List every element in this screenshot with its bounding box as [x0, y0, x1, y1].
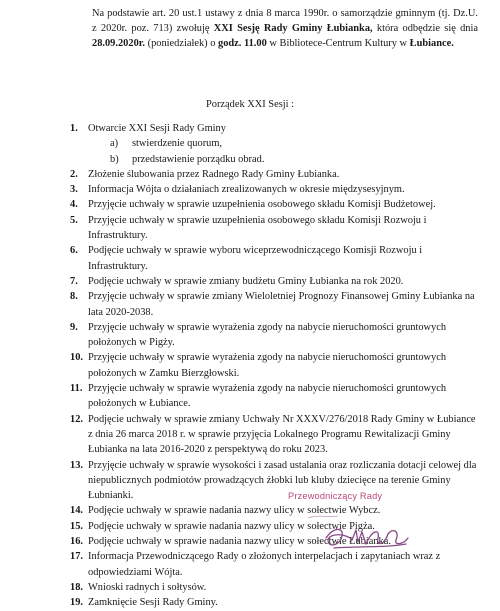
- agenda-item-number: 4.: [70, 199, 78, 211]
- agenda-item-number: 3.: [70, 184, 78, 196]
- agenda-item-12: [70, 412, 478, 458]
- subitem-letter: b): [110, 153, 119, 165]
- agenda-item-text: Przyjęcie uchwały w sprawie zmiany Wieloletniej Prognozy Finansowej Gminy Łubianka na lata 2020-2038.: [88, 291, 475, 318]
- agenda-item-4: [70, 197, 478, 212]
- agenda-item-6: [70, 243, 478, 274]
- subitem-text: stwierdzenie quorum,: [132, 138, 223, 150]
- agenda-item-text: Przyjęcie uchwały w sprawie wyrażenia zgody na nabycie nieruchomości gruntowych położonych w Łubiance.: [88, 383, 447, 410]
- intro-text-4: w Bibliotece-Centrum Kultury w: [266, 38, 410, 50]
- agenda-item-text: Informacja Przewodniczącego Rady o złożonych interpelacjach i zapytaniach wraz z odpowiedziami Wójta.: [88, 551, 441, 578]
- agenda-sublist: [110, 136, 478, 167]
- agenda-item-number: 10.: [70, 352, 83, 364]
- agenda-heading: Porządek XXI Sesji :: [205, 99, 295, 110]
- subitem-letter: a): [110, 138, 119, 150]
- subitem-text: przedstawienie porządku obrad.: [132, 153, 265, 165]
- agenda-item-text: Podjęcie uchwały w sprawie nadania nazwy ulicy w sołectwie Łubianka.: [88, 536, 391, 548]
- intro-text-2: która odbędzie się dnia: [372, 23, 478, 35]
- agenda-item-number: 16.: [70, 536, 83, 548]
- agenda-item-text: Złożenie ślubowania przez Radnego Rady Gminy Łubianka.: [88, 168, 340, 180]
- agenda-item-text: Podjęcie uchwały w sprawie wyboru wiceprzewodniczącego Komisji Rozwoju i Infrastruktury.: [88, 245, 423, 272]
- agenda-subitem-b: [110, 152, 478, 167]
- agenda-item-text: Przyjęcie uchwały w sprawie wysokości i zasad ustalania oraz rozliczania dotacji celowej dla niepublicznych podmiotów prowadzących żłobki lub kluby dziecięce na terenie Gminy Łubnianki.: [88, 459, 477, 502]
- agenda-item-8: [70, 289, 478, 320]
- agenda-item-text: Informacja Wójta o działaniach zrealizowanych w okresie międzysesyjnym.: [88, 184, 405, 196]
- agenda-item-number: 6.: [70, 245, 78, 257]
- agenda-item-text: Podjęcie uchwały w sprawie nadania nazwy ulicy w sołectwie Wybcz.: [88, 505, 381, 517]
- agenda-item-5: [70, 213, 478, 244]
- agenda-item-19: [70, 595, 478, 610]
- agenda-subitem-a: [110, 136, 478, 151]
- agenda-item-text: Zamknięcie Sesji Rady Gminy.: [88, 597, 218, 609]
- session-place: Łubiance.: [409, 38, 454, 50]
- agenda-item-2: [70, 167, 478, 182]
- agenda-item-text: Podjęcie uchwały w sprawie zmiany budżetu Gminy Łubianka na rok 2020.: [88, 275, 404, 287]
- agenda-item-number: 7.: [70, 275, 78, 287]
- agenda-item-text: Podjęcie uchwały w sprawie nadania nazwy ulicy w sołectwie Pigża.: [88, 520, 375, 532]
- agenda-item-number: 2.: [70, 168, 78, 180]
- agenda-item-number: 15.: [70, 520, 83, 532]
- agenda-item-number: 11.: [70, 383, 83, 395]
- agenda-item-number: 1.: [70, 123, 78, 134]
- agenda-item-number: 17.: [70, 551, 83, 563]
- agenda-item-number: 12.: [70, 413, 83, 425]
- agenda-item-3: [70, 182, 478, 197]
- agenda-item-7: [70, 274, 478, 289]
- agenda-item-11: [70, 381, 478, 412]
- agenda-item-text: Wnioski radnych i sołtysów.: [88, 581, 207, 593]
- agenda-item-text: Przyjęcie uchwały w sprawie wyrażenia zgody na nabycie nieruchomości gruntowych położonych w Pigży.: [88, 321, 447, 349]
- agenda-item-number: 13.: [70, 459, 83, 471]
- agenda-item-text: Przyjęcie uchwały w sprawie uzupełnienia osobowego składu Komisji Rozwoju i Infrastruktury.: [88, 214, 427, 242]
- agenda-item-1: [70, 121, 478, 167]
- convocation-paragraph: [92, 6, 478, 52]
- intro-text-1: Na podstawie art. 20 ust.1 ustawy z dnia 8 marca 1990r. o samorządzie gminnym (tj. Dz.U. z 2020r. poz. 713) zwołuję: [92, 8, 478, 35]
- session-name: XXI Sesję Rady Gminy Łubianka,: [213, 23, 373, 35]
- intro-text-3: (poniedziałek) o: [145, 38, 219, 50]
- stamp-title: Przewodniczący Rady: [288, 491, 383, 501]
- agenda-item-text: Przyjęcie uchwały w sprawie wyrażenia zgody na nabycie nieruchomości gruntowych położonych w Zamku Bierzgłowski.: [88, 352, 447, 379]
- agenda-item-number: 18.: [70, 581, 83, 593]
- session-time: godz. 11.00: [218, 38, 267, 50]
- agenda-item-number: 14.: [70, 505, 83, 517]
- handwritten-signature: [288, 488, 428, 558]
- chairman-stamp-signature: [288, 488, 428, 558]
- agenda-item-number: 5.: [70, 214, 78, 226]
- agenda-item-text: Podjęcie uchwały w sprawie zmiany Uchwały Nr XXXV/276/2018 Rady Gminy w Łubiance z dnia 26 marca 2018 r. w sprawie przyjęcia Lokalnego Programu Rewitalizacji Gminy Łubianka na lata 2016-2020 z perspektywą do roku 2023.: [88, 413, 476, 456]
- session-date: 28.09.2020r.: [92, 38, 146, 50]
- agenda-item-number: 9.: [70, 321, 78, 333]
- agenda-item-number: 8.: [70, 291, 78, 303]
- agenda-item-number: 19.: [70, 597, 83, 609]
- agenda-item-10: [70, 350, 478, 381]
- agenda-item-text: Otwarcie XXI Sesji Rady Gminy: [88, 123, 226, 134]
- agenda-item-9: [70, 320, 478, 351]
- agenda-item-18: [70, 580, 478, 595]
- agenda-item-text: Przyjęcie uchwały w sprawie uzupełnienia osobowego składu Komisji Budżetowej.: [88, 199, 436, 211]
